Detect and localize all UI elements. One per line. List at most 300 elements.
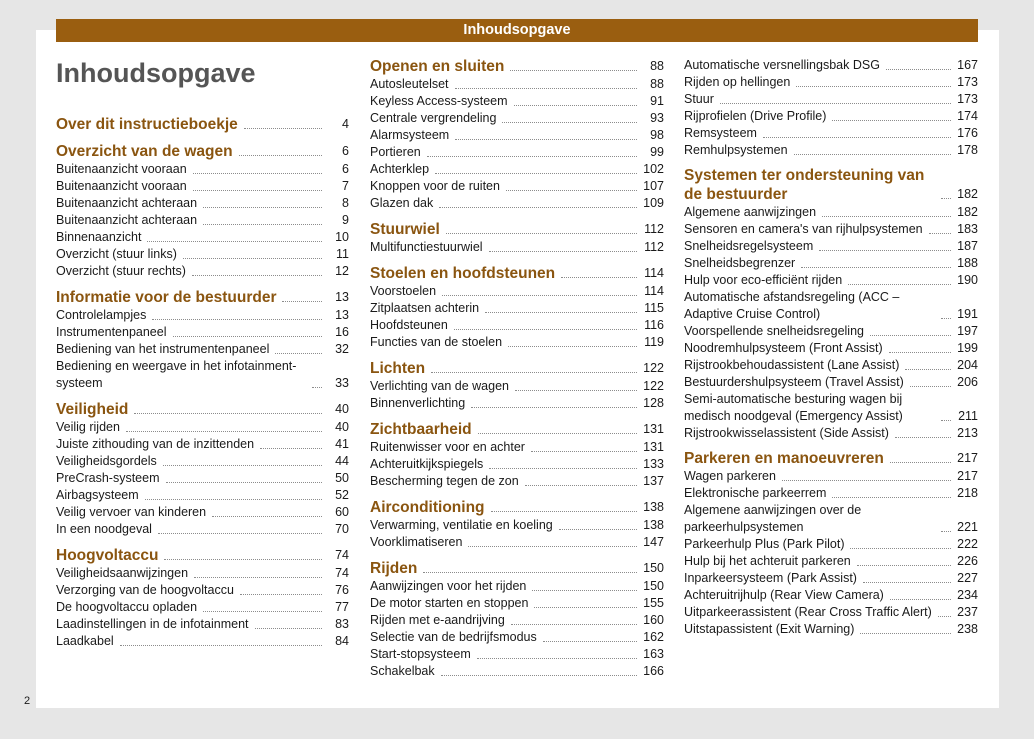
entry-page-number: 32	[335, 342, 349, 356]
toc-section	[684, 57, 978, 159]
dot-leader	[145, 499, 322, 500]
entry-title: Buitenaanzicht achteraan	[56, 196, 198, 210]
dot-leader	[832, 497, 951, 498]
entry-title: Instrumentenpaneel	[56, 325, 167, 339]
toc-entry[interactable]	[56, 453, 349, 470]
toc-entry[interactable]	[684, 587, 978, 604]
toc-entry[interactable]	[370, 646, 664, 663]
dot-leader	[502, 122, 637, 123]
entry-title: Achterklep	[370, 162, 430, 176]
dot-leader	[910, 386, 951, 387]
section-title: Airconditioning	[370, 499, 485, 516]
entry-title: Elektronische parkeerrem	[684, 486, 827, 500]
toc-entry[interactable]	[684, 91, 978, 108]
entry-title: Glazen dak	[370, 196, 434, 210]
toc-entry[interactable]	[56, 358, 349, 392]
toc-entry[interactable]	[56, 212, 349, 229]
toc-section	[56, 288, 349, 392]
entry-title: Juiste zithouding van de inzittenden	[56, 437, 255, 451]
entry-title: Rijstrookbehoudassistent (Lane Assist)	[684, 358, 900, 372]
toc-entry[interactable]	[370, 317, 664, 334]
entry-page-number: 238	[957, 622, 978, 636]
dot-leader	[163, 465, 322, 466]
entry-title: Schakelbak	[370, 664, 435, 678]
toc-section	[370, 498, 664, 551]
toc-entry[interactable]	[56, 487, 349, 504]
toc-entry[interactable]	[370, 456, 664, 473]
toc-column-1	[56, 115, 349, 650]
dot-leader	[255, 628, 323, 629]
toc-entry[interactable]	[684, 357, 978, 374]
entry-page-number: 206	[957, 375, 978, 389]
entry-title: Remsysteem	[684, 126, 757, 140]
toc-entry[interactable]	[56, 341, 349, 358]
entry-title: Overzicht (stuur links)	[56, 247, 177, 261]
toc-entry[interactable]	[684, 374, 978, 391]
section-page-number: 6	[342, 144, 349, 158]
entry-title: Hoofdsteunen	[370, 318, 448, 332]
entry-page-number: 197	[957, 324, 978, 338]
entry-title: Knoppen voor de ruiten	[370, 179, 500, 193]
toc-entry[interactable]	[684, 468, 978, 485]
entry-page-number: 174	[957, 109, 978, 123]
toc-entry[interactable]	[370, 93, 664, 110]
entry-page-number: 128	[643, 396, 664, 410]
entry-page-number: 163	[643, 647, 664, 661]
toc-entry[interactable]	[370, 76, 664, 93]
dot-leader	[134, 413, 322, 414]
dot-leader	[478, 433, 637, 434]
toc-entry[interactable]	[684, 485, 978, 502]
section-heading[interactable]	[56, 546, 349, 565]
dot-leader	[863, 582, 951, 583]
section-page-number: 114	[644, 266, 664, 280]
toc-entry[interactable]	[684, 289, 978, 323]
dot-leader	[941, 198, 951, 199]
entry-title: Bestuurdershulpsysteem (Travel Assist)	[684, 375, 904, 389]
dot-leader	[819, 250, 951, 251]
entry-title: Rijden op hellingen	[684, 75, 791, 89]
entry-page-number: 183	[957, 222, 978, 236]
dot-leader	[850, 548, 951, 549]
toc-entry[interactable]	[684, 108, 978, 125]
entry-title: Hulp voor eco-efficiënt rijden	[684, 273, 843, 287]
section-page-number: 138	[643, 500, 664, 514]
toc-entry[interactable]	[370, 110, 664, 127]
dot-leader	[491, 511, 637, 512]
dot-leader	[441, 675, 637, 676]
toc-section	[56, 115, 349, 134]
entry-page-number: 41	[335, 437, 349, 451]
toc-entry[interactable]	[56, 599, 349, 616]
toc-section	[370, 264, 664, 351]
section-heading[interactable]	[370, 420, 664, 439]
dot-leader	[794, 154, 951, 155]
entry-title: Automatische versnellingsbak DSG	[684, 58, 880, 72]
dot-leader	[203, 224, 322, 225]
dot-leader	[244, 128, 322, 129]
entry-title: De hoogvoltaccu opladen	[56, 600, 198, 614]
toc-entry[interactable]	[56, 229, 349, 246]
entry-title: Veiligheidsaanwijzingen	[56, 566, 189, 580]
toc-section	[56, 546, 349, 650]
entry-title: Aanwijzingen voor het rijden	[370, 579, 527, 593]
section-page-number: 88	[650, 59, 664, 73]
toc-entry[interactable]	[370, 178, 664, 195]
entry-title: Start-stopsysteem	[370, 647, 471, 661]
toc-entry[interactable]	[370, 195, 664, 212]
entry-title: Hulp bij het achteruit parkeren	[684, 554, 851, 568]
section-title: Stoelen en hoofdsteunen	[370, 265, 556, 282]
section-heading[interactable]	[56, 400, 349, 419]
toc-entry[interactable]	[684, 621, 978, 638]
section-page-number: 182	[957, 187, 978, 201]
toc-entry[interactable]	[56, 246, 349, 263]
entry-title: Selectie van de bedrijfsmodus	[370, 630, 537, 644]
entry-page-number: 162	[643, 630, 664, 644]
entry-page-number: 99	[650, 145, 664, 159]
entry-title: Buitenaanzicht vooraan	[56, 162, 187, 176]
dot-leader	[485, 312, 637, 313]
section-page-number: 150	[643, 561, 664, 575]
toc-entry[interactable]	[370, 578, 664, 595]
dot-leader	[763, 137, 951, 138]
toc-section	[684, 449, 978, 638]
section-page-number: 4	[342, 117, 349, 131]
entry-page-number: 218	[957, 486, 978, 500]
entry-title: Airbagsysteem	[56, 488, 139, 502]
entry-title: Autosleutelset	[370, 77, 449, 91]
dot-leader	[240, 594, 322, 595]
dot-leader	[832, 120, 951, 121]
entry-page-number: 221	[957, 520, 978, 534]
entry-page-number: 147	[643, 535, 664, 549]
entry-page-number: 6	[342, 162, 349, 176]
toc-entry[interactable]	[370, 300, 664, 317]
toc-entry[interactable]	[370, 378, 664, 395]
section-heading[interactable]	[684, 449, 978, 468]
dot-leader	[239, 155, 322, 156]
toc-entry[interactable]	[370, 534, 664, 551]
entry-title: Ruitenwisser voor en achter	[370, 440, 525, 454]
dot-leader	[510, 70, 637, 71]
entry-page-number: 166	[643, 664, 664, 678]
toc-entry[interactable]	[684, 204, 978, 221]
section-page-number: 112	[644, 222, 664, 236]
dot-leader	[890, 462, 951, 463]
entry-title: Buitenaanzicht achteraan	[56, 213, 198, 227]
entry-page-number: 98	[650, 128, 664, 142]
entry-title: Voorklimatiseren	[370, 535, 463, 549]
entry-title: Overzicht (stuur rechts)	[56, 264, 186, 278]
toc-entry[interactable]	[684, 238, 978, 255]
toc-entry[interactable]	[56, 633, 349, 650]
entry-page-number: 50	[335, 471, 349, 485]
toc-entry[interactable]	[684, 57, 978, 74]
entry-title: Binnenaanzicht	[56, 230, 142, 244]
section-page-number: 74	[335, 548, 349, 562]
toc-entry[interactable]	[684, 323, 978, 340]
entry-page-number: 155	[643, 596, 664, 610]
section-page-number: 40	[335, 402, 349, 416]
section-heading[interactable]	[370, 498, 664, 517]
dot-leader	[886, 69, 951, 70]
section-page-number: 131	[643, 422, 664, 436]
dot-leader	[192, 275, 322, 276]
dot-leader	[203, 207, 322, 208]
dot-leader	[282, 301, 322, 302]
toc-section	[370, 359, 664, 412]
entry-title: Wagen parkeren	[684, 469, 776, 483]
toc-entry[interactable]	[684, 604, 978, 621]
toc-section	[370, 420, 664, 490]
toc-entry[interactable]	[370, 612, 664, 629]
toc-entry[interactable]	[684, 340, 978, 357]
dot-leader	[455, 88, 637, 89]
dot-leader	[435, 173, 637, 174]
dot-leader	[164, 559, 322, 560]
dot-leader	[173, 336, 323, 337]
entry-page-number: 107	[643, 179, 664, 193]
dot-leader	[120, 645, 322, 646]
dot-leader	[193, 173, 322, 174]
dot-leader	[471, 407, 637, 408]
toc-entry[interactable]	[370, 473, 664, 490]
toc-entry[interactable]	[56, 504, 349, 521]
entry-title: Noodremhulpsysteem (Front Assist)	[684, 341, 883, 355]
dot-leader	[212, 516, 322, 517]
toc-entry[interactable]	[684, 255, 978, 272]
dot-leader	[431, 372, 637, 373]
dot-leader	[938, 616, 951, 617]
toc-entry[interactable]	[56, 195, 349, 212]
header-bar: Inhoudsopgave	[56, 19, 978, 42]
entry-page-number: 226	[957, 554, 978, 568]
dot-leader	[543, 641, 637, 642]
toc-entry[interactable]	[56, 324, 349, 341]
dot-leader	[514, 105, 637, 106]
entry-title: Veiligheidsgordels	[56, 454, 157, 468]
toc-entry[interactable]	[370, 439, 664, 456]
dot-leader	[312, 387, 322, 388]
toc-entry[interactable]	[56, 565, 349, 582]
toc-entry[interactable]	[56, 419, 349, 436]
entry-page-number: 160	[643, 613, 664, 627]
toc-entry[interactable]	[684, 536, 978, 553]
dot-leader	[126, 431, 322, 432]
section-heading[interactable]	[56, 288, 349, 307]
entry-title: Automatische afstandsregeling (ACC – Adaptive Cruise Control)	[684, 290, 900, 321]
toc-entry[interactable]	[684, 425, 978, 442]
toc-entry[interactable]	[370, 663, 664, 680]
entry-title: Inparkeersysteem (Park Assist)	[684, 571, 857, 585]
entry-title: Sensoren en camera's van rijhulpsystemen	[684, 222, 923, 236]
dot-leader	[929, 233, 951, 234]
dot-leader	[532, 590, 637, 591]
toc-entry[interactable]	[684, 502, 978, 536]
entry-page-number: 9	[342, 213, 349, 227]
toc-entry[interactable]	[370, 517, 664, 534]
section-heading[interactable]	[684, 166, 978, 204]
entry-page-number: 187	[957, 239, 978, 253]
entry-page-number: 190	[957, 273, 978, 287]
section-heading[interactable]	[56, 115, 349, 134]
page-title: Inhoudsopgave	[56, 58, 256, 88]
toc-entry[interactable]	[684, 221, 978, 238]
entry-title: Algemene aanwijzingen over de parkeerhulpsystemen	[684, 503, 862, 534]
dot-leader	[857, 565, 951, 566]
section-title: Openen en sluiten	[370, 58, 505, 75]
toc-entry[interactable]	[370, 595, 664, 612]
section-page-number: 217	[957, 451, 978, 465]
toc-entry[interactable]	[370, 283, 664, 300]
entry-page-number: 10	[335, 230, 349, 244]
toc-entry[interactable]	[684, 570, 978, 587]
toc-entry[interactable]	[370, 127, 664, 144]
dot-leader	[158, 533, 322, 534]
entry-page-number: 74	[335, 566, 349, 580]
entry-title: Veilig vervoer van kinderen	[56, 505, 207, 519]
entry-page-number: 13	[335, 308, 349, 322]
entry-title: Stuur	[684, 92, 714, 106]
entry-title: Remhulpsystemen	[684, 143, 788, 157]
dot-leader	[559, 529, 637, 530]
section-title: Rijden	[370, 560, 418, 577]
entry-title: Centrale vergrendeling	[370, 111, 497, 125]
entry-page-number: 137	[643, 474, 664, 488]
toc-entry[interactable]	[56, 263, 349, 280]
entry-title: Binnenverlichting	[370, 396, 466, 410]
dot-leader	[477, 658, 637, 659]
entry-page-number: 8	[342, 196, 349, 210]
entry-title: Rijprofielen (Drive Profile)	[684, 109, 827, 123]
entry-page-number: 40	[335, 420, 349, 434]
dot-leader	[860, 633, 951, 634]
entry-page-number: 122	[643, 379, 664, 393]
dot-leader	[203, 611, 322, 612]
entry-page-number: 88	[650, 77, 664, 91]
entry-page-number: 52	[335, 488, 349, 502]
entry-page-number: 176	[957, 126, 978, 140]
section-heading[interactable]	[370, 264, 664, 283]
toc-entry[interactable]	[684, 142, 978, 159]
dot-leader	[166, 482, 323, 483]
section-heading[interactable]	[370, 57, 664, 76]
entry-page-number: 70	[335, 522, 349, 536]
toc-entry[interactable]	[370, 629, 664, 646]
toc-entry[interactable]	[56, 436, 349, 453]
entry-page-number: 191	[957, 307, 978, 321]
section-heading[interactable]	[370, 220, 664, 239]
entry-title: PreCrash-systeem	[56, 471, 160, 485]
toc-entry[interactable]	[56, 470, 349, 487]
dot-leader	[260, 448, 322, 449]
dot-leader	[515, 390, 637, 391]
entry-page-number: 84	[335, 634, 349, 648]
entry-title: Multifunctiestuurwiel	[370, 240, 483, 254]
entry-title: Zitplaatsen achterin	[370, 301, 480, 315]
entry-page-number: 234	[957, 588, 978, 602]
entry-page-number: 114	[644, 284, 664, 298]
dot-leader	[525, 485, 637, 486]
toc-entry[interactable]	[56, 178, 349, 195]
toc-entry[interactable]	[370, 161, 664, 178]
entry-page-number: 182	[957, 205, 978, 219]
entry-title: Laadkabel	[56, 634, 114, 648]
dot-leader	[454, 329, 637, 330]
entry-title: Semi-automatische besturing wagen bij medisch noodgeval (Emergency Assist)	[684, 392, 903, 423]
entry-page-number: 115	[644, 301, 664, 315]
dot-leader	[941, 420, 951, 421]
dot-leader	[511, 624, 637, 625]
toc-entry[interactable]	[370, 144, 664, 161]
section-heading[interactable]	[370, 359, 664, 378]
section-title: Informatie voor de bestuurder	[56, 289, 277, 306]
entry-page-number: 222	[957, 537, 978, 551]
entry-page-number: 167	[957, 58, 978, 72]
toc-entry[interactable]	[56, 161, 349, 178]
toc-entry[interactable]	[370, 239, 664, 256]
toc-entry[interactable]	[56, 582, 349, 599]
entry-title: Uitstapassistent (Exit Warning)	[684, 622, 855, 636]
toc-entry[interactable]	[684, 391, 978, 425]
toc-entry[interactable]	[684, 74, 978, 91]
dot-leader	[152, 319, 322, 320]
toc-column-3	[684, 57, 978, 638]
dot-leader	[439, 207, 637, 208]
entry-title: Verwarming, ventilatie en koeling	[370, 518, 553, 532]
entry-title: Portieren	[370, 145, 421, 159]
toc-section	[370, 57, 664, 212]
toc-entry[interactable]	[56, 307, 349, 324]
dot-leader	[531, 451, 637, 452]
dot-leader	[534, 607, 637, 608]
toc-entry[interactable]	[56, 521, 349, 538]
entry-title: Achteruitkijkspiegels	[370, 457, 484, 471]
entry-page-number: 178	[957, 143, 978, 157]
entry-page-number: 16	[335, 325, 349, 339]
entry-page-number: 217	[957, 469, 978, 483]
section-heading[interactable]	[370, 559, 664, 578]
toc-entry[interactable]	[56, 616, 349, 633]
dot-leader	[822, 216, 951, 217]
section-page-number: 13	[335, 290, 349, 304]
entry-title: Rijden met e-aandrijving	[370, 613, 505, 627]
section-title: Veiligheid	[56, 401, 129, 418]
toc-entry[interactable]	[370, 395, 664, 412]
entry-page-number: 12	[335, 264, 349, 278]
entry-title: In een noodgeval	[56, 522, 152, 536]
toc-section	[56, 400, 349, 538]
entry-page-number: 237	[957, 605, 978, 619]
page-number: 2	[24, 695, 31, 707]
dot-leader	[423, 572, 637, 573]
entry-title: Veilig rijden	[56, 420, 120, 434]
dot-leader	[941, 531, 951, 532]
toc-entry[interactable]	[370, 334, 664, 351]
dot-leader	[442, 295, 637, 296]
toc-entry[interactable]	[684, 125, 978, 142]
toc-entry[interactable]	[684, 272, 978, 289]
section-heading[interactable]	[56, 142, 349, 161]
toc-entry[interactable]	[684, 553, 978, 570]
toc-section	[370, 220, 664, 256]
entry-page-number: 44	[335, 454, 349, 468]
section-title: Overzicht van de wagen	[56, 143, 233, 160]
dot-leader	[941, 318, 951, 319]
dot-leader	[427, 156, 637, 157]
dot-leader	[720, 103, 951, 104]
